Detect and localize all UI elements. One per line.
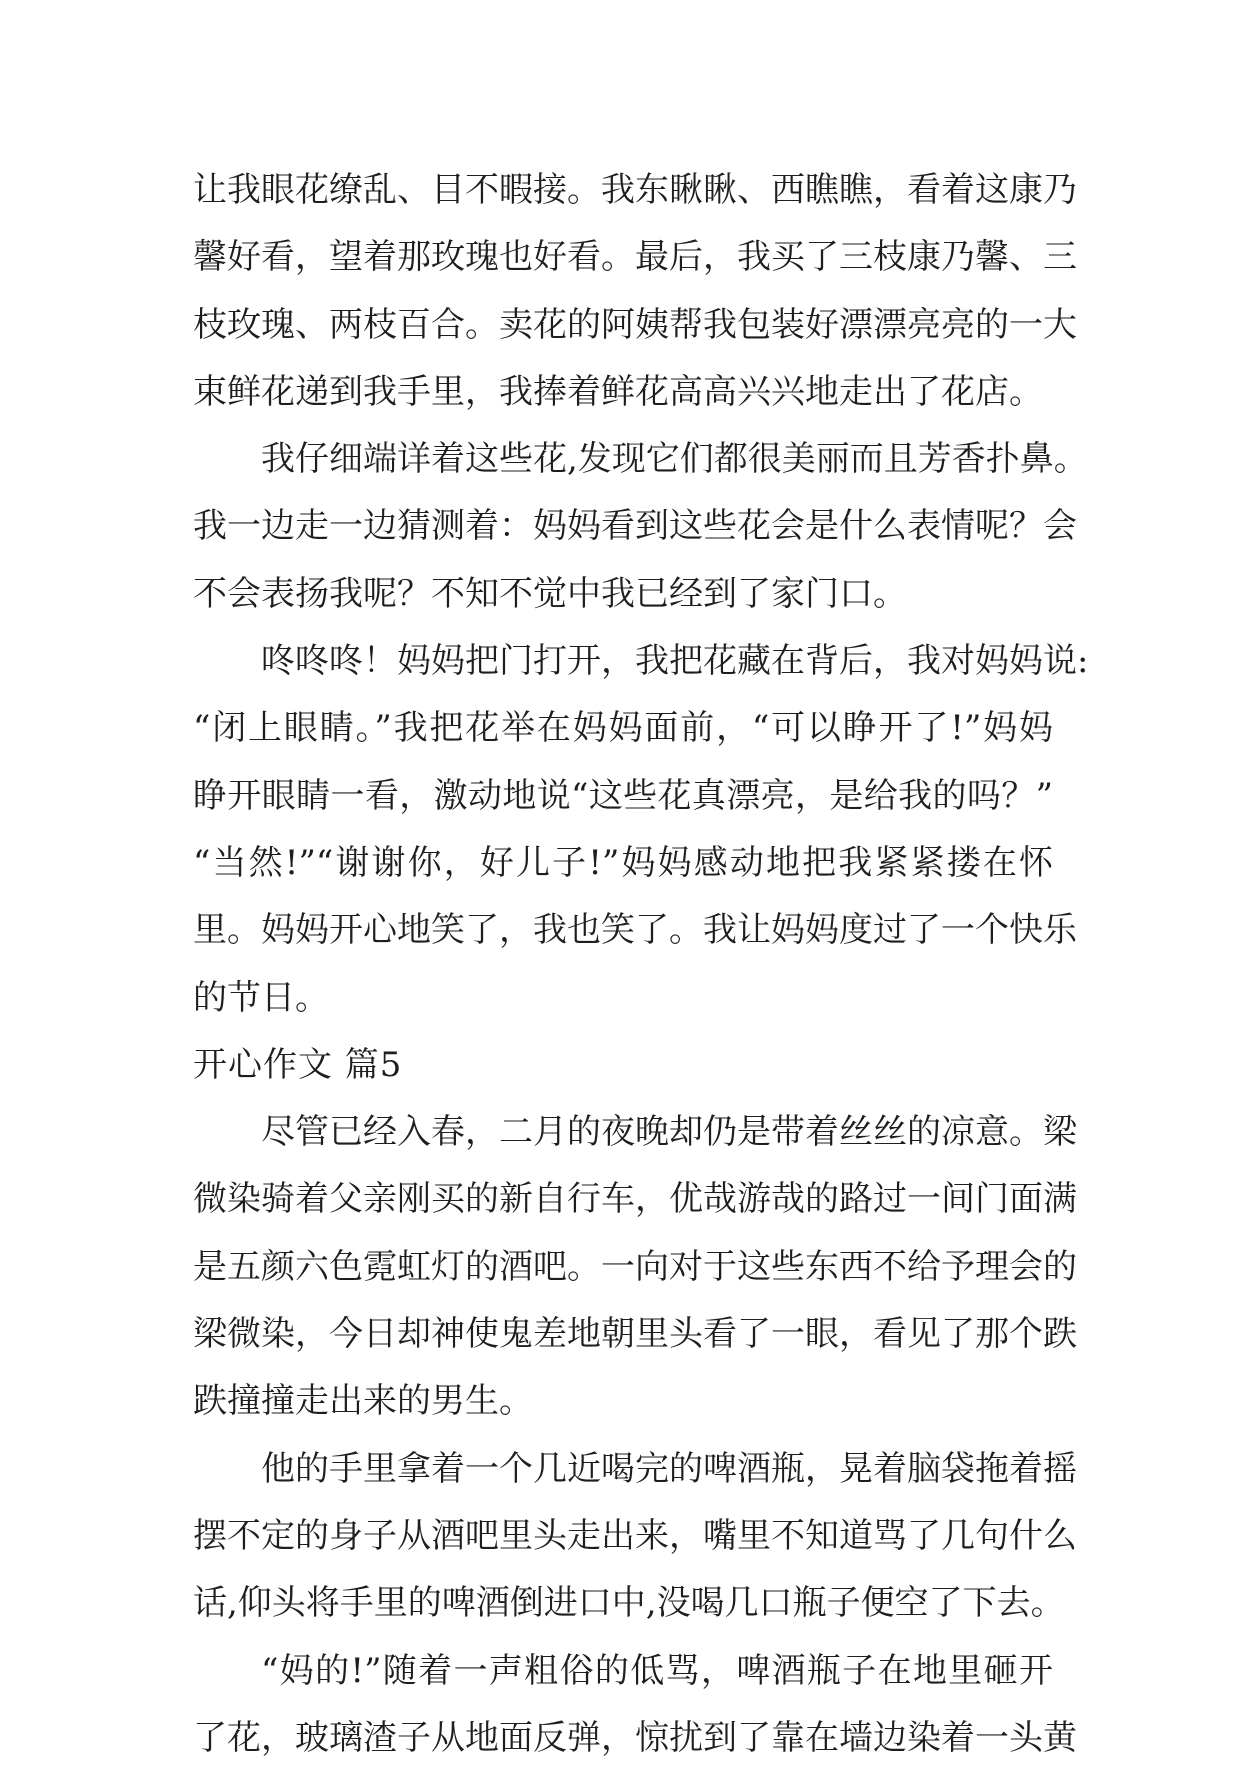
text-line: 他的手里拿着一个几近喝完的啤酒瓶，晃着脑袋拖着摇 — [261, 1448, 1077, 1489]
paragraph — [193, 426, 1088, 628]
text-line: “当然!”“谢谢你，好儿子!”妈妈感动地把我紧紧搂在怀 — [193, 842, 1053, 883]
text-line: 梁微染，今日却神使鬼差地朝里头看了一眼，看见了那个跌 — [193, 1314, 1077, 1355]
text-line: 枝玫瑰、两枝百合。卖花的阿姨帮我包装好漂漂亮亮的一大 — [193, 304, 1077, 345]
text-line: “闭上眼睛。”我把花举在妈妈面前，“可以睁开了!”妈妈 — [193, 708, 1053, 749]
paragraph — [193, 1099, 1077, 1435]
text-line: 里。妈妈开心地笑了，我也笑了。我让妈妈度过了一个快乐 — [193, 910, 1077, 951]
text-line: 束鲜花递到我手里，我捧着鲜花高高兴兴地走出了花店。 — [193, 371, 1043, 412]
text-line: 睁开眼睛一看，激动地说“这些花真漂亮，是给我的吗？” — [193, 775, 1053, 816]
text-line: 我仔细端详着这些花,发现它们都很美丽而且芳香扑鼻。 — [261, 439, 1088, 480]
text-line: 了花，玻璃渣子从地面反弹，惊扰到了靠在墙边染着一头黄 — [193, 1717, 1077, 1758]
section-heading: 开心作文 篇5 — [193, 1044, 403, 1085]
paragraph — [193, 1638, 1077, 1772]
paragraph — [193, 628, 1089, 1032]
text-line: 让我眼花缭乱、目不暇接。我东瞅瞅、西瞧瞧，看着这康乃 — [193, 170, 1077, 210]
text-line: 微染骑着父亲刚买的新自行车，优哉游哉的路过一间门面满 — [193, 1179, 1077, 1220]
text-line: 我一边走一边猜测着：妈妈看到这些花会是什么表情呢？会 — [193, 506, 1077, 547]
paragraph — [193, 157, 1077, 426]
text-line: 的节日。 — [193, 977, 329, 1018]
text-line: 是五颜六色霓虹灯的酒吧。一向对于这些东西不给予理会的 — [193, 1246, 1077, 1287]
text-line: 咚咚咚！妈妈把门打开，我把花藏在背后，我对妈妈说: — [261, 641, 1089, 682]
text-line: “妈的!”随着一声粗俗的低骂，啤酒瓶子在地里砸开 — [261, 1650, 1053, 1691]
text-line: 馨好看，望着那玫瑰也好看。最后，我买了三枝康乃馨、三 — [193, 237, 1077, 278]
document-body — [193, 157, 1089, 1772]
text-line: 摆不定的身子从酒吧里头走出来，嘴里不知道骂了几句什么 — [193, 1515, 1077, 1556]
text-line: 尽管已经入春，二月的夜晚却仍是带着丝丝的凉意。梁 — [261, 1112, 1077, 1153]
paragraph — [193, 1436, 1077, 1638]
text-line: 不会表扬我呢？不知不觉中我已经到了家门口。 — [193, 573, 907, 614]
text-line: 话,仰头将手里的啤酒倒进口中,没喝几口瓶子便空了下去。 — [193, 1583, 1065, 1624]
text-line: 跌撞撞走出来的男生。 — [193, 1381, 533, 1422]
